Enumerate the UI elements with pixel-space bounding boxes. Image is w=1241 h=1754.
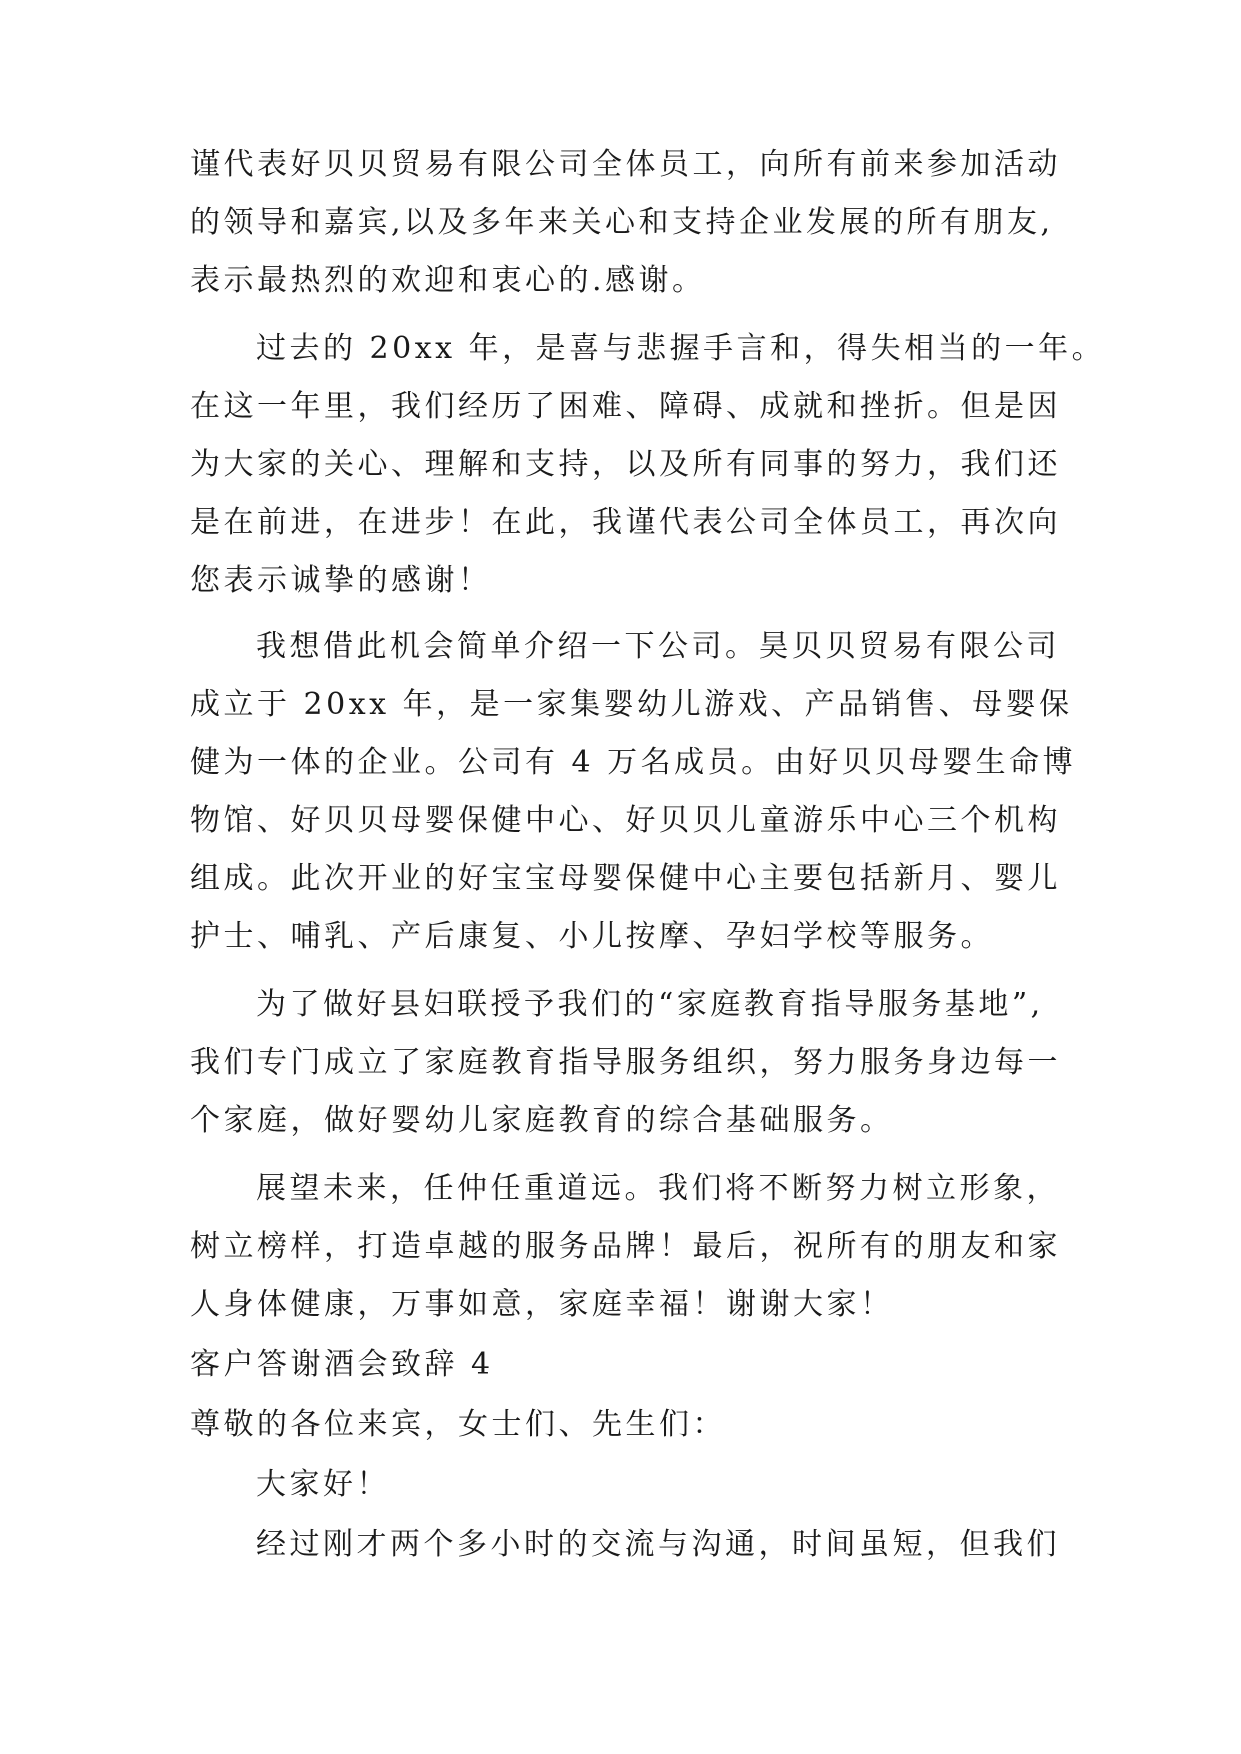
text-line: 成立于 20xx 年，是一家集婴幼儿游戏、产品销售、母婴保 (190, 687, 1073, 722)
text-line: 健为一体的企业。公司有 4 万名成员。由好贝贝母婴生命博 (190, 745, 1077, 780)
text-line: 物馆、好贝贝母婴保健中心、好贝贝儿童游乐中心三个机构 (190, 803, 1061, 838)
paragraph-first-line: 我想借此机会简单介绍一下公司。昊贝贝贸易有限公司 (256, 629, 1060, 664)
text-line: 是在前进，在进步！在此，我谨代表公司全体员工，再次向 (190, 505, 1061, 540)
text-line: 谨代表好贝贝贸易有限公司全体员工，向所有前来参加活动 (190, 147, 1061, 182)
text-line: 我们专门成立了家庭教育指导服务组织，努力服务身边每一 (190, 1045, 1061, 1080)
text-line: 您表示诚挚的感谢！ (190, 563, 492, 598)
greeting: 大家好！ (256, 1467, 390, 1502)
paragraph-first-line: 为了做好县妇联授予我们的“家庭教育指导服务基地”, (256, 987, 1044, 1022)
salutation: 尊敬的各位来宾，女士们、先生们： (190, 1407, 726, 1442)
paragraph-first-line: 过去的 20xx 年，是喜与悲握手言和，得失相当的一年。 (256, 331, 1106, 366)
paragraph-first-line: 经过刚才两个多小时的交流与沟通，时间虽短，但我们 (256, 1527, 1060, 1562)
text-line: 护士、哺乳、产后康复、小儿按摩、孕妇学校等服务。 (190, 919, 994, 954)
section-heading: 客户答谢酒会致辞 4 (190, 1347, 494, 1382)
text-line: 为大家的关心、理解和支持，以及所有同事的努力，我们还 (190, 447, 1061, 482)
text-line: 的领导和嘉宾,以及多年来关心和支持企业发展的所有朋友, (190, 205, 1054, 240)
text-line: 在这一年里，我们经历了困难、障碍、成就和挫折。但是因 (190, 389, 1061, 424)
text-line: 个家庭，做好婴幼儿家庭教育的综合基础服务。 (190, 1103, 894, 1138)
paragraph-first-line: 展望未来，任仲任重道远。我们将不断努力树立形象， (256, 1171, 1060, 1206)
text-line: 组成。此次开业的好宝宝母婴保健中心主要包括新月、婴儿 (190, 861, 1061, 896)
text-line: 表示最热烈的欢迎和衷心的.感谢。 (190, 263, 706, 298)
text-line: 人身体健康，万事如意，家庭幸福！谢谢大家！ (190, 1287, 894, 1322)
text-line: 树立榜样，打造卓越的服务品牌！最后，祝所有的朋友和家 (190, 1229, 1061, 1264)
